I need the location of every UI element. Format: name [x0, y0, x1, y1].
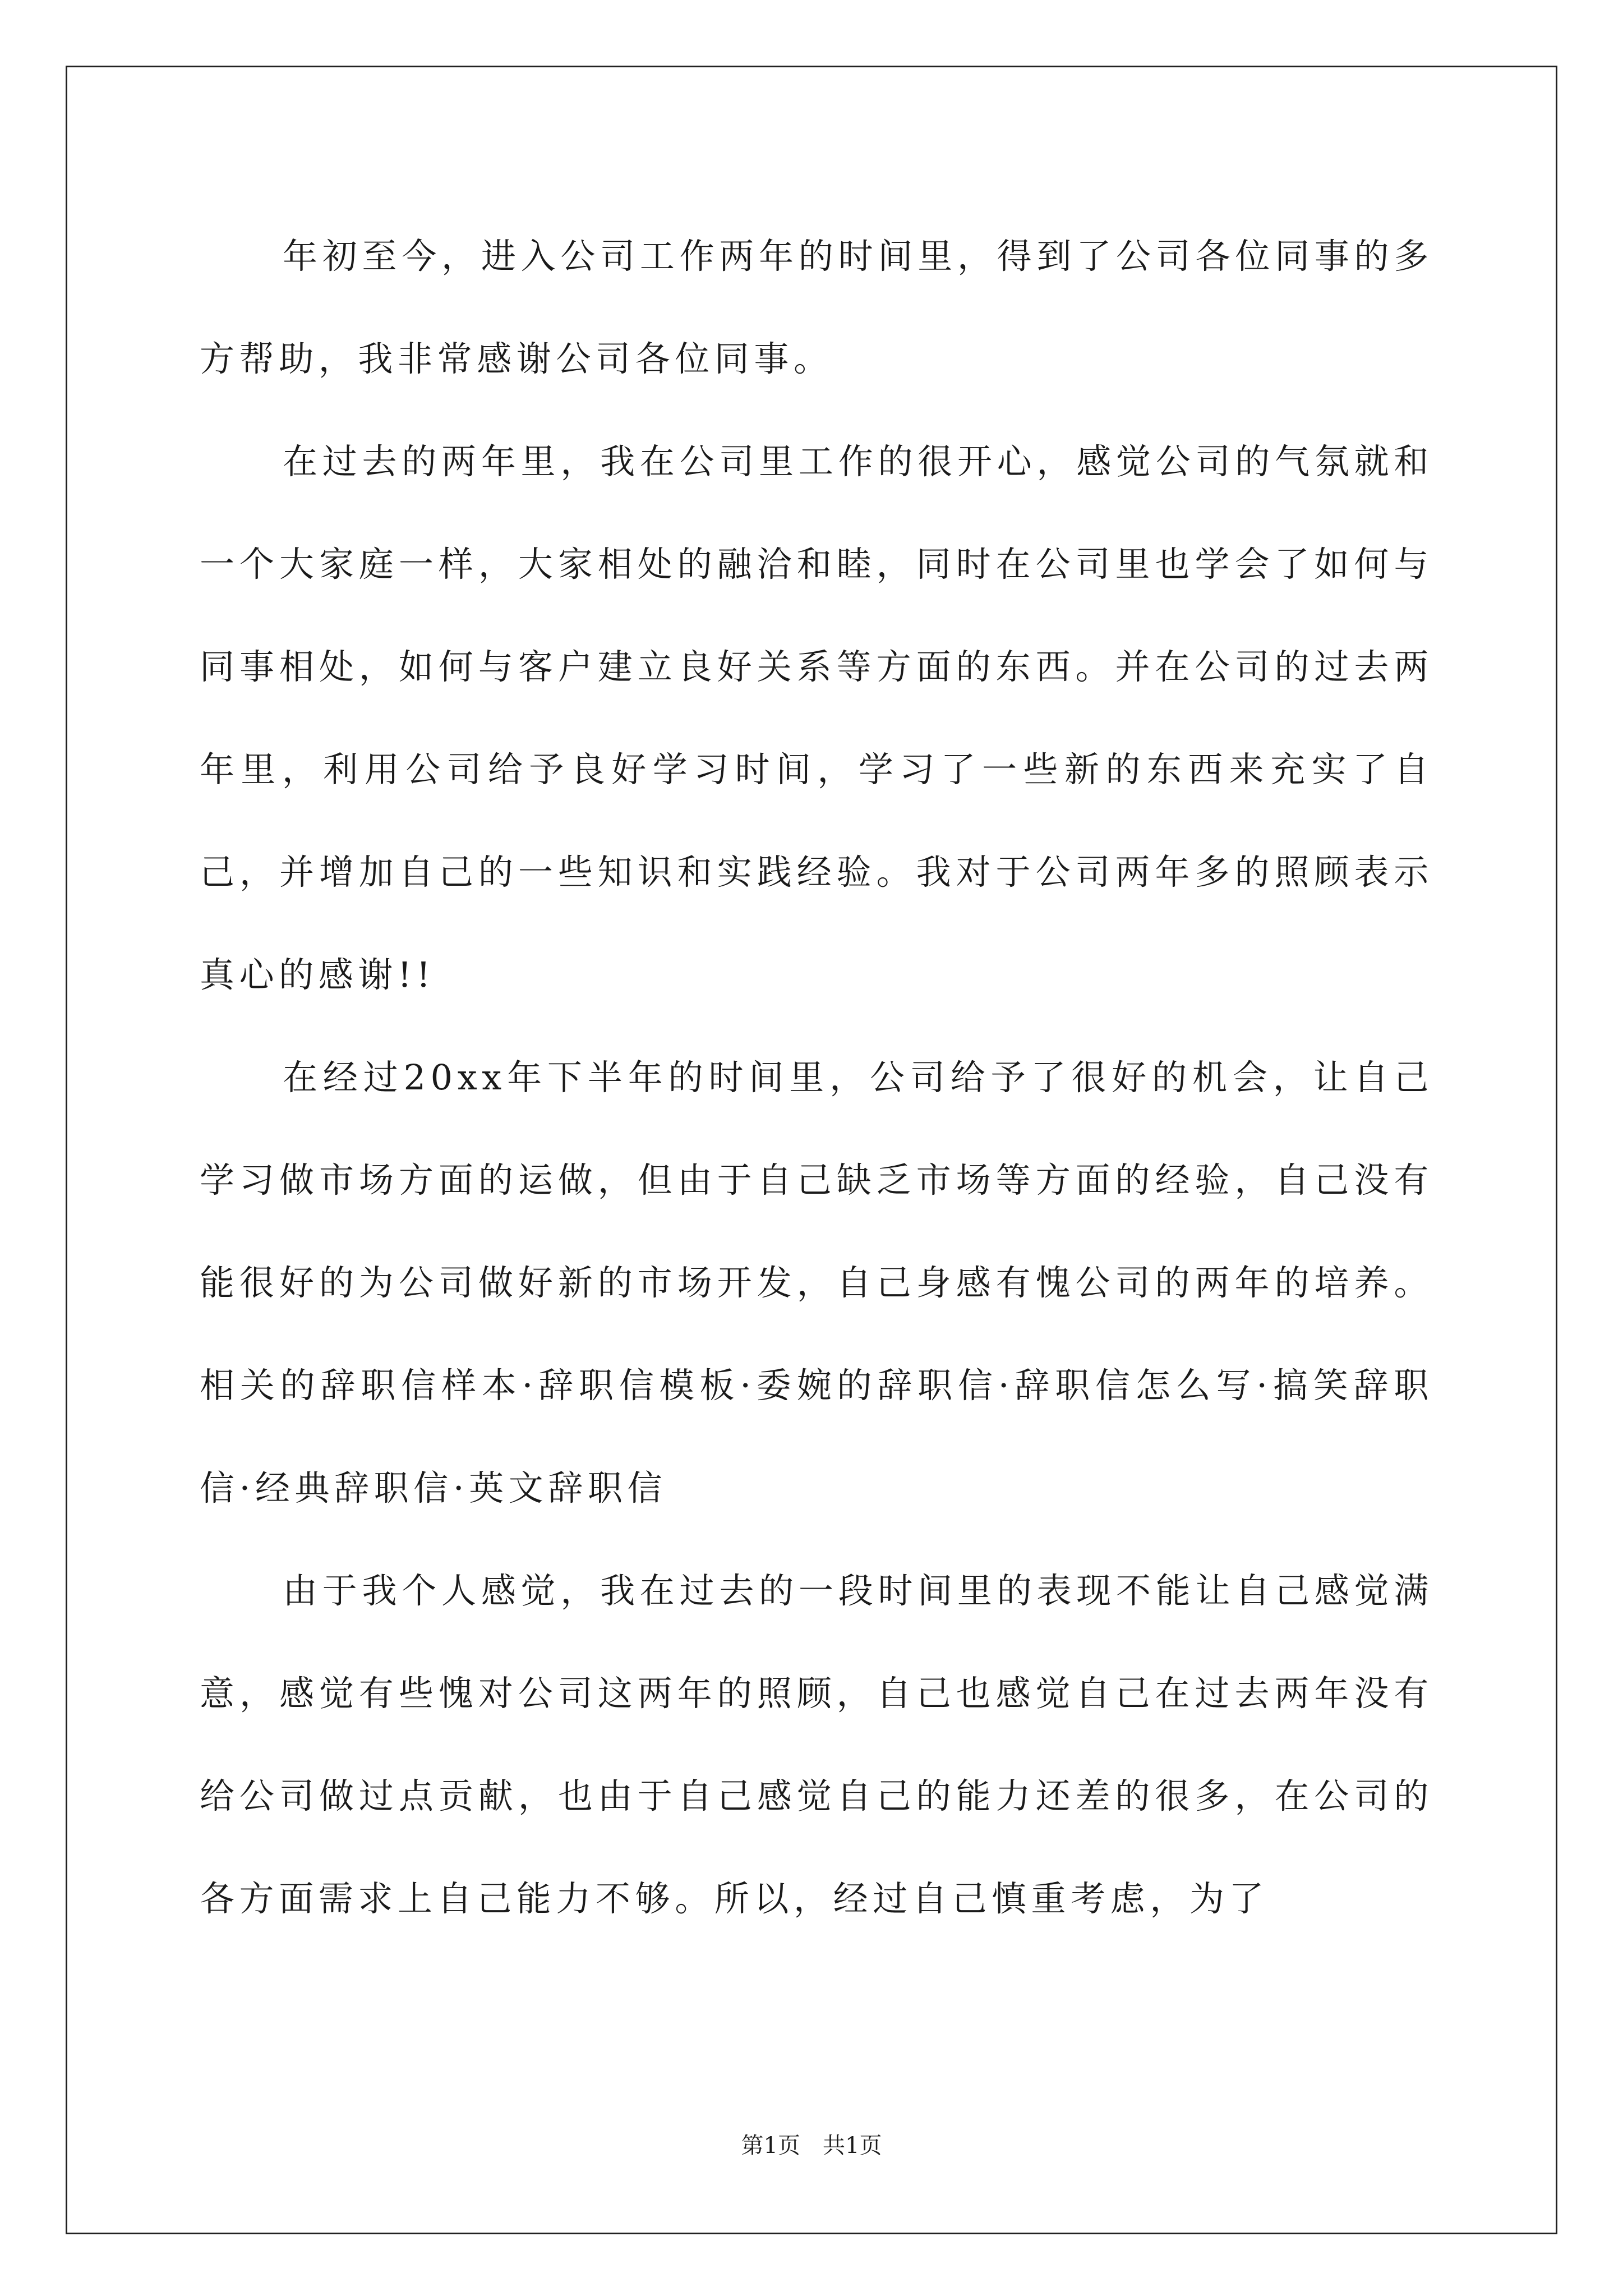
paragraph: 由于我个人感觉，我在过去的一段时间里的表现不能让自己感觉满意，感觉有些愧对公司这两年的照顾，自己也感觉自己在过去两年没有给公司做过点贡献，也由于自己感觉自己的能力还差的很多，在公司的各方面需求上自己能力不够。所以，经过自己慎重考虑，为了 [200, 1570, 1433, 1919]
page-footer [0, 2129, 1623, 2162]
page-number: 第1页 [741, 2133, 800, 2159]
paragraph: 在过去的两年里，我在公司里工作的很开心，感觉公司的气氛就和一个大家庭一样，大家相处的融洽和睦，同时在公司里也学会了如何与同事相处，如何与客户建立良好关系等方面的东西。并在公司的过去两年里，利用公司给予良好学习时间，学习了一些新的东西来充实了自己，并增加自己的一些知识和实践经验。我对于公司两年多的照顾表示真心的感谢!! [200, 441, 1433, 995]
total-pages: 共1页 [823, 2133, 882, 2159]
paragraph: 年初至今，进入公司工作两年的时间里，得到了公司各位同事的多方帮助，我非常感谢公司各位同事。 [200, 236, 1433, 379]
paragraph: 在经过20xx年下半年的时间里，公司给予了很好的机会，让自己学习做市场方面的运做，但由于自己缺乏市场等方面的经验，自己没有能很好的为公司做好新的市场开发，自己身感有愧公司的两年的培养。 相关的辞职信样本·辞职信模板·委婉的辞职信·辞职信怎么写·搞笑辞职信·经典辞职信·英文辞职信 [200, 1057, 1433, 1508]
document-body [200, 205, 1433, 1950]
